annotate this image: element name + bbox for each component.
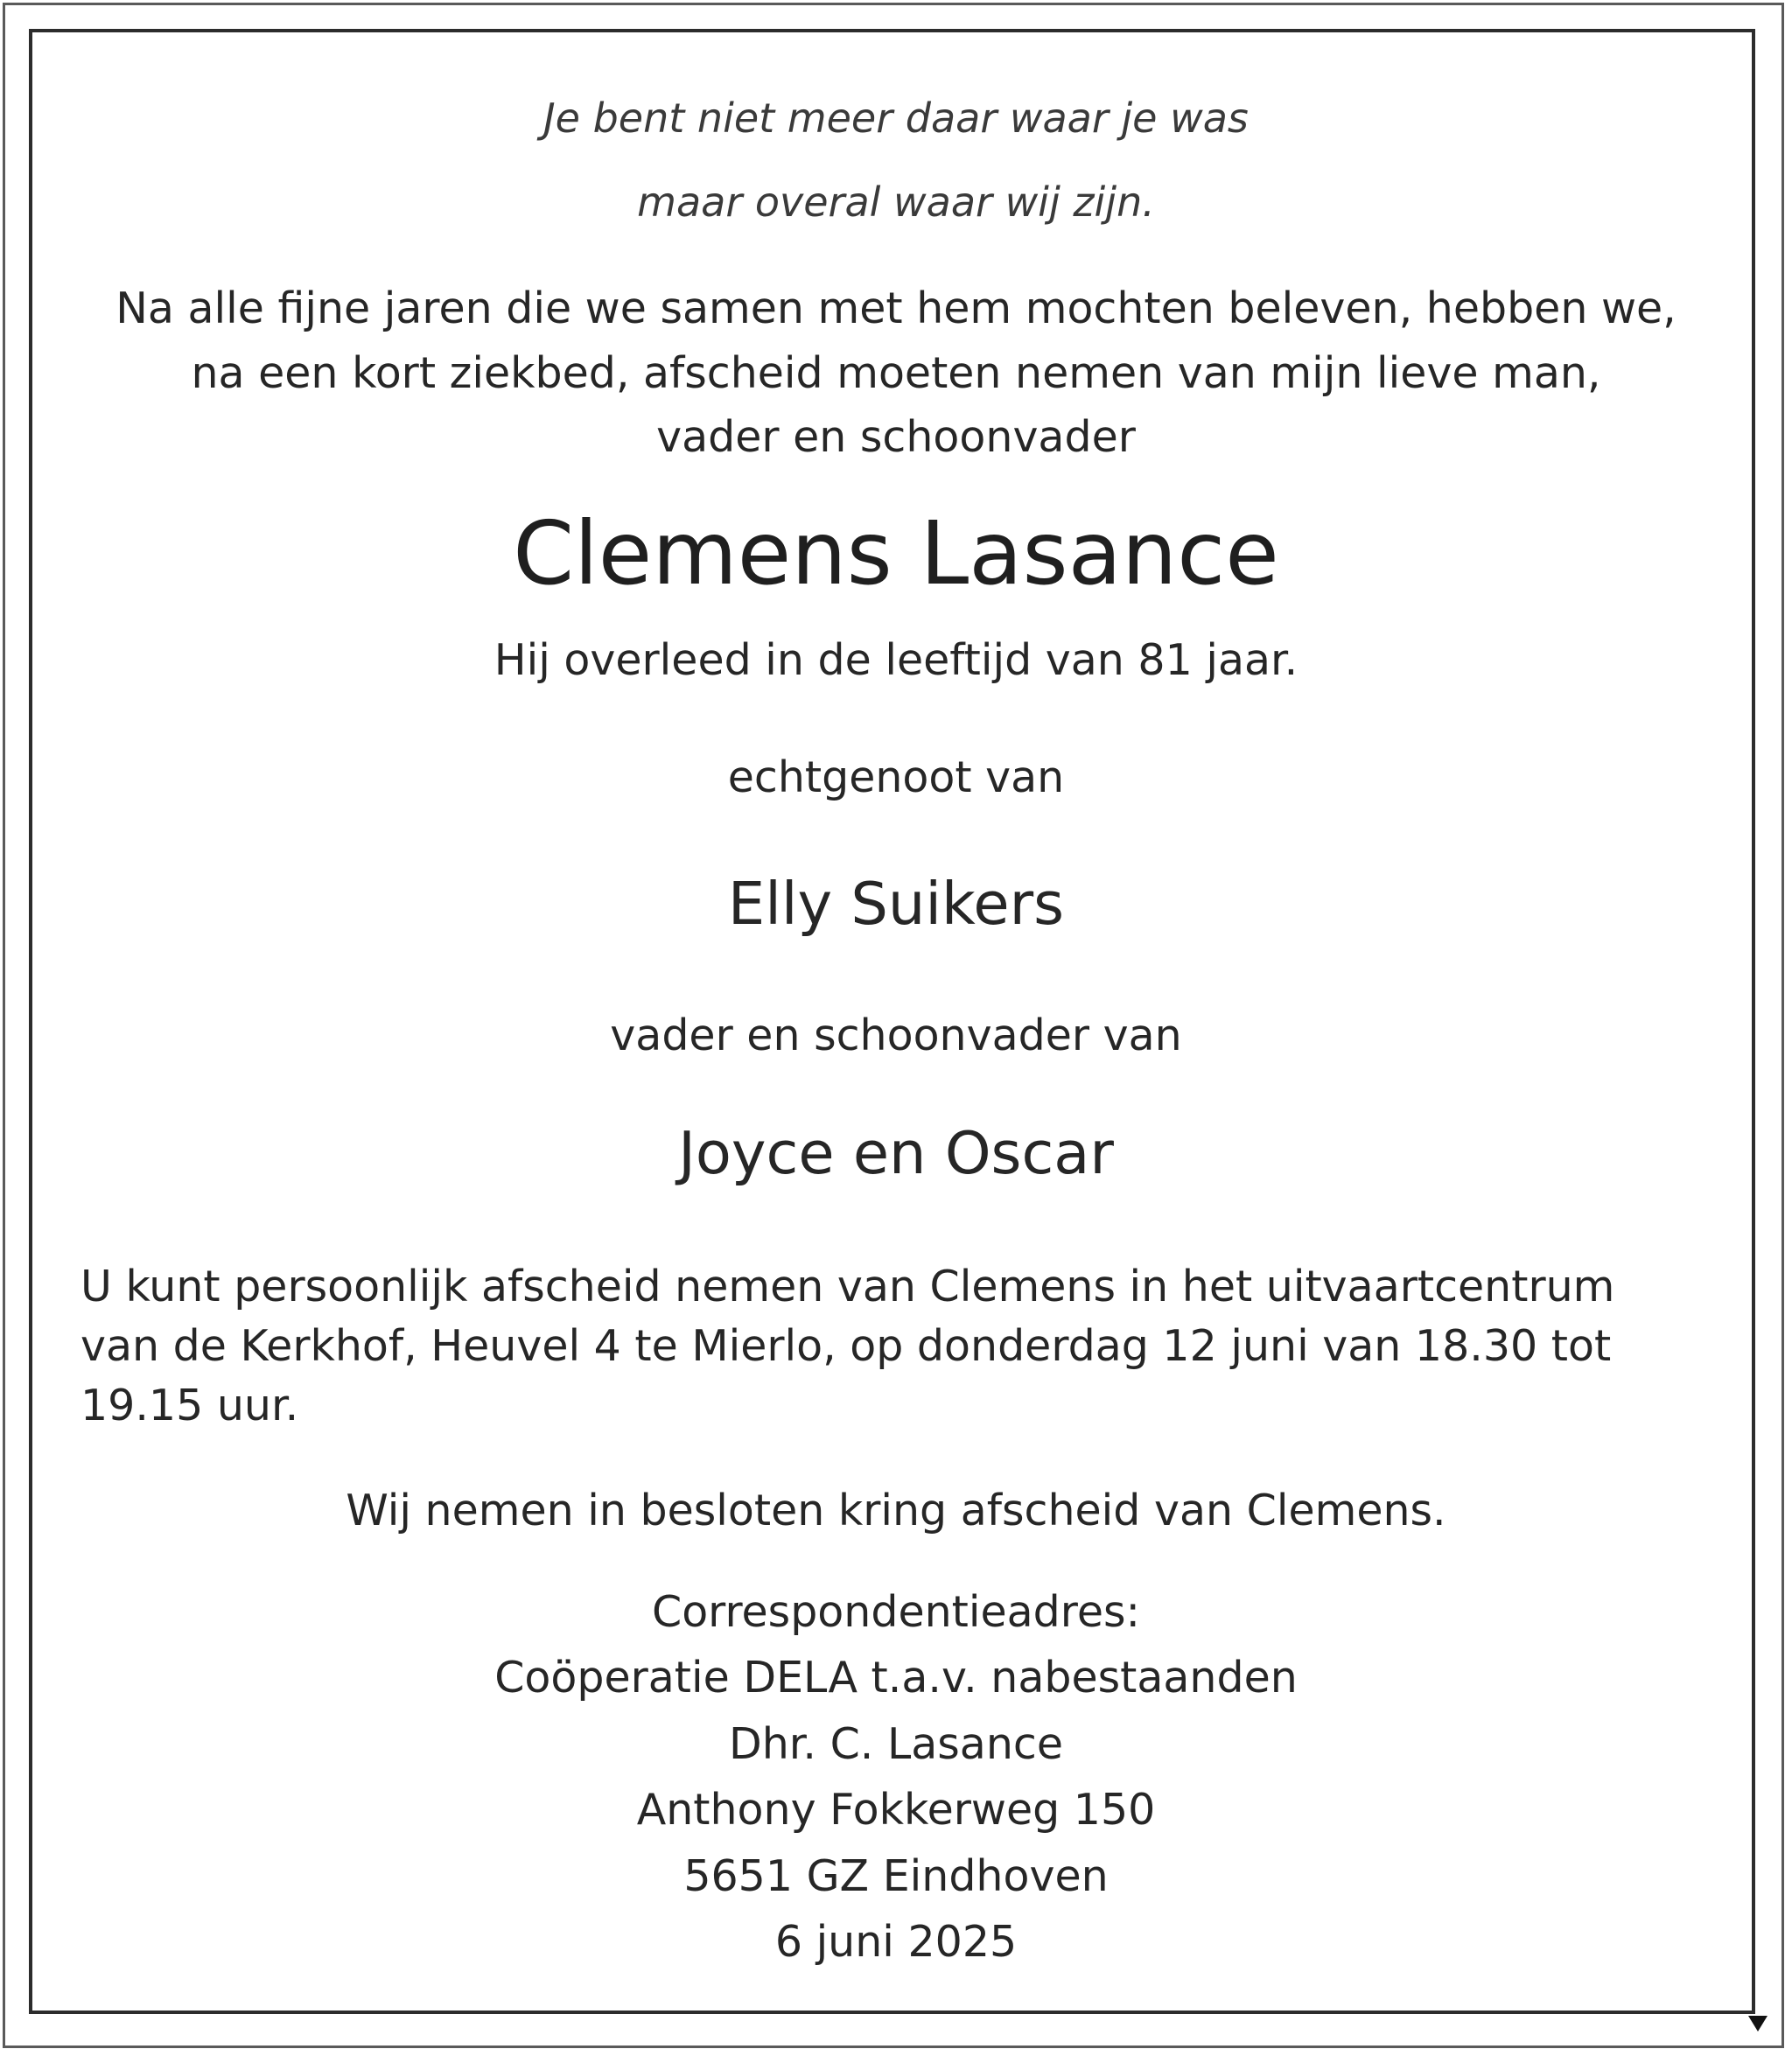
- poem-line-1: Je bent niet meer daar waar je was: [543, 94, 1249, 142]
- notice-date: 6 juni 2025: [774, 1917, 1018, 1967]
- spouse-name: Elly Suikers: [727, 870, 1065, 938]
- corner-arrow-icon: [1748, 2016, 1768, 2032]
- correspondence-street: Anthony Fokkerweg 150: [636, 1785, 1156, 1835]
- poem-line-2: maar overal waar wij zijn.: [637, 178, 1155, 226]
- viewing-line-3: 19.15 uur.: [80, 1381, 299, 1430]
- correspondence-postal-city: 5651 GZ Eindhoven: [683, 1851, 1109, 1901]
- correspondence-recipient: Dhr. C. Lasance: [729, 1719, 1063, 1769]
- viewing-line-2: van de Kerkhof, Heuvel 4 te Mierlo, op donderdag 12 juni van 18.30 tot: [80, 1321, 1612, 1371]
- spouse-relation: echtgenoot van: [727, 752, 1065, 802]
- correspondence-heading: Correspondentieadres:: [651, 1587, 1141, 1637]
- children-relation: vader en schoonvader van: [610, 1011, 1182, 1060]
- correspondence-organisation: Coöperatie DELA t.a.v. nabestaanden: [494, 1653, 1298, 1703]
- intro-line-2: na een kort ziekbed, afscheid moeten nemen van mijn lieve man,: [191, 348, 1601, 398]
- intro-line-1: Na alle fijne jaren die we samen met hem mochten beleven, hebben we,: [116, 283, 1676, 333]
- children-names: Joyce en Oscar: [678, 1119, 1114, 1187]
- private-farewell: Wij nemen in besloten kring afscheid van Clemens.: [346, 1486, 1446, 1535]
- viewing-paragraph: [80, 1257, 1726, 1436]
- viewing-line-1: U kunt persoonlijk afscheid nemen van Clemens in het uitvaartcentrum: [80, 1262, 1615, 1311]
- age-statement: Hij overleed in de leeftijd van 81 jaar.: [494, 635, 1298, 685]
- deceased-name: Clemens Lasance: [513, 502, 1279, 605]
- intro-line-3: vader en schoonvader: [656, 412, 1136, 462]
